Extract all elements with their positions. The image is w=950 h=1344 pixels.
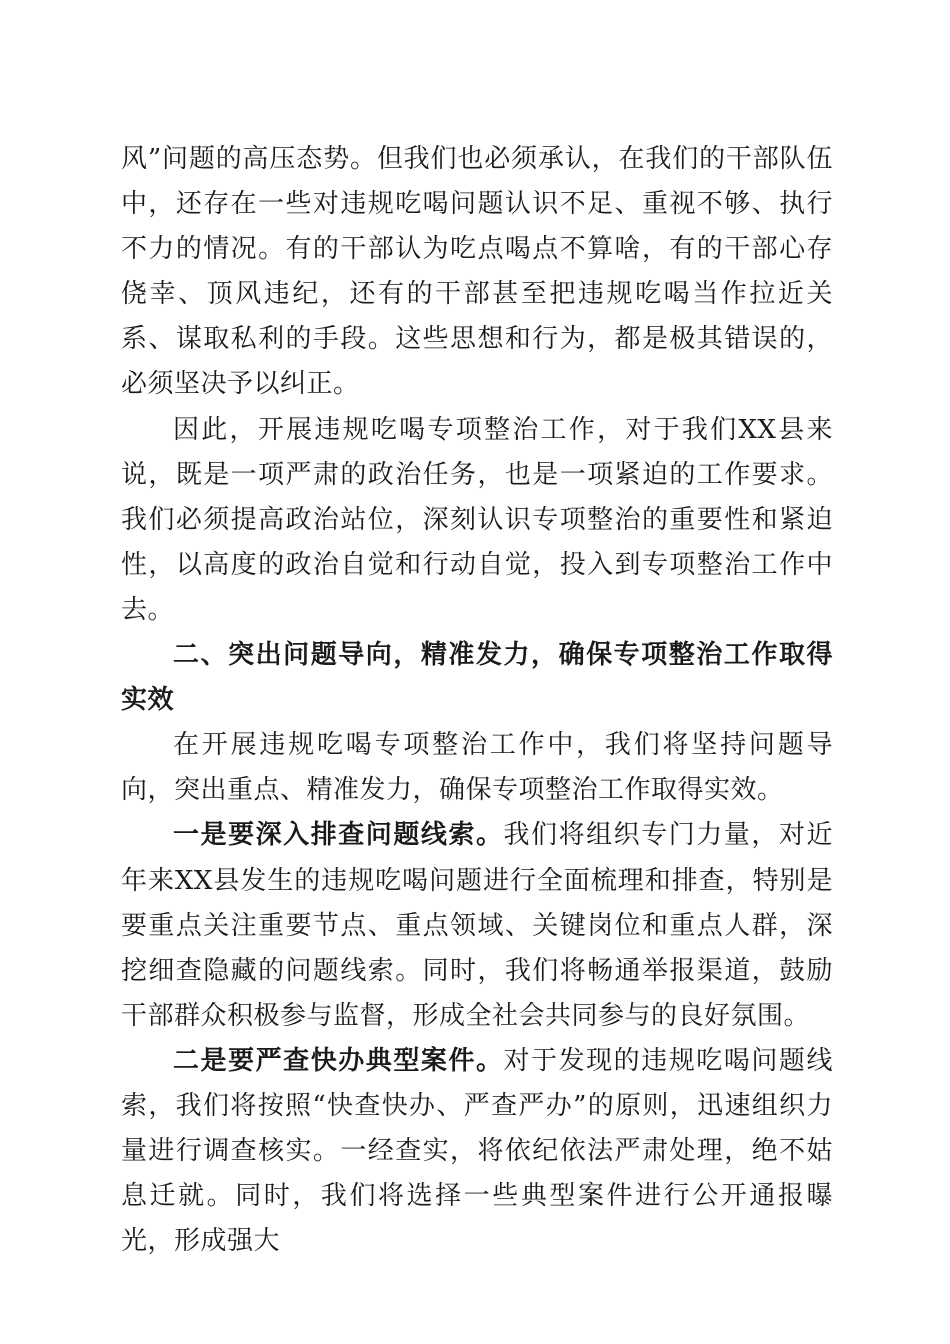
item-2-body: 对于发现的违规吃喝问题线索，我们将按照“快查快办、严查严办”的原则，迅速组织力量进行调查核实。一经查实，将依纪依法严肃处理，绝不姑息迁就。同时，我们将选择一些典型案件进行公开通报曝光，形成强大 [121,1045,833,1257]
paragraph-2: 因此，开展违规吃喝专项整治工作，对于我们XX县来说，既是一项严肃的政治任务，也是一项紧迫的工作要求。我们必须提高政治站位，深刻认识专项整治的重要性和紧迫性，以高度的政治自觉和行动自觉，投入到专项整治工作中去。 [121,414,833,625]
paragraph-1: 风”问题的高压态势。但我们也必须承认，在我们的干部队伍中，还存在一些对违规吃喝问题认识不足、重视不够、执行不力的情况。有的干部认为吃点喝点不算啥，有的干部心存侥幸、顶风违纪，还有的干部甚至把违规吃喝当作拉近关系、谋取私利的手段。这些思想和行为，都是极其错误的，必须坚决予以纠正。 [121,144,833,400]
section-heading-2: 二、突出问题导向，精准发力，确保专项整治工作取得实效 [121,640,833,716]
document-body [121,137,833,1264]
item-2-paragraph [121,1039,833,1264]
item-1-lead: 一是要深入排查问题线索。 [173,820,504,851]
item-1-paragraph [121,813,833,1038]
item-1-body: 我们将组织专门力量，对近年来XX县发生的违规吃喝问题进行全面梳理和排查，特别是要重点关注重要节点、重点领域、关键岗位和重点人群，深挖细查隐藏的问题线索。同时，我们将畅通举报渠道，鼓励干部群众积极参与监督，形成全社会共同参与的良好氛围。 [121,820,833,1031]
paragraph-3: 在开展违规吃喝专项整治工作中，我们将坚持问题导向，突出重点、精准发力，确保专项整治工作取得实效。 [121,730,833,806]
item-2-lead: 二是要严查快办典型案件。 [173,1045,504,1076]
